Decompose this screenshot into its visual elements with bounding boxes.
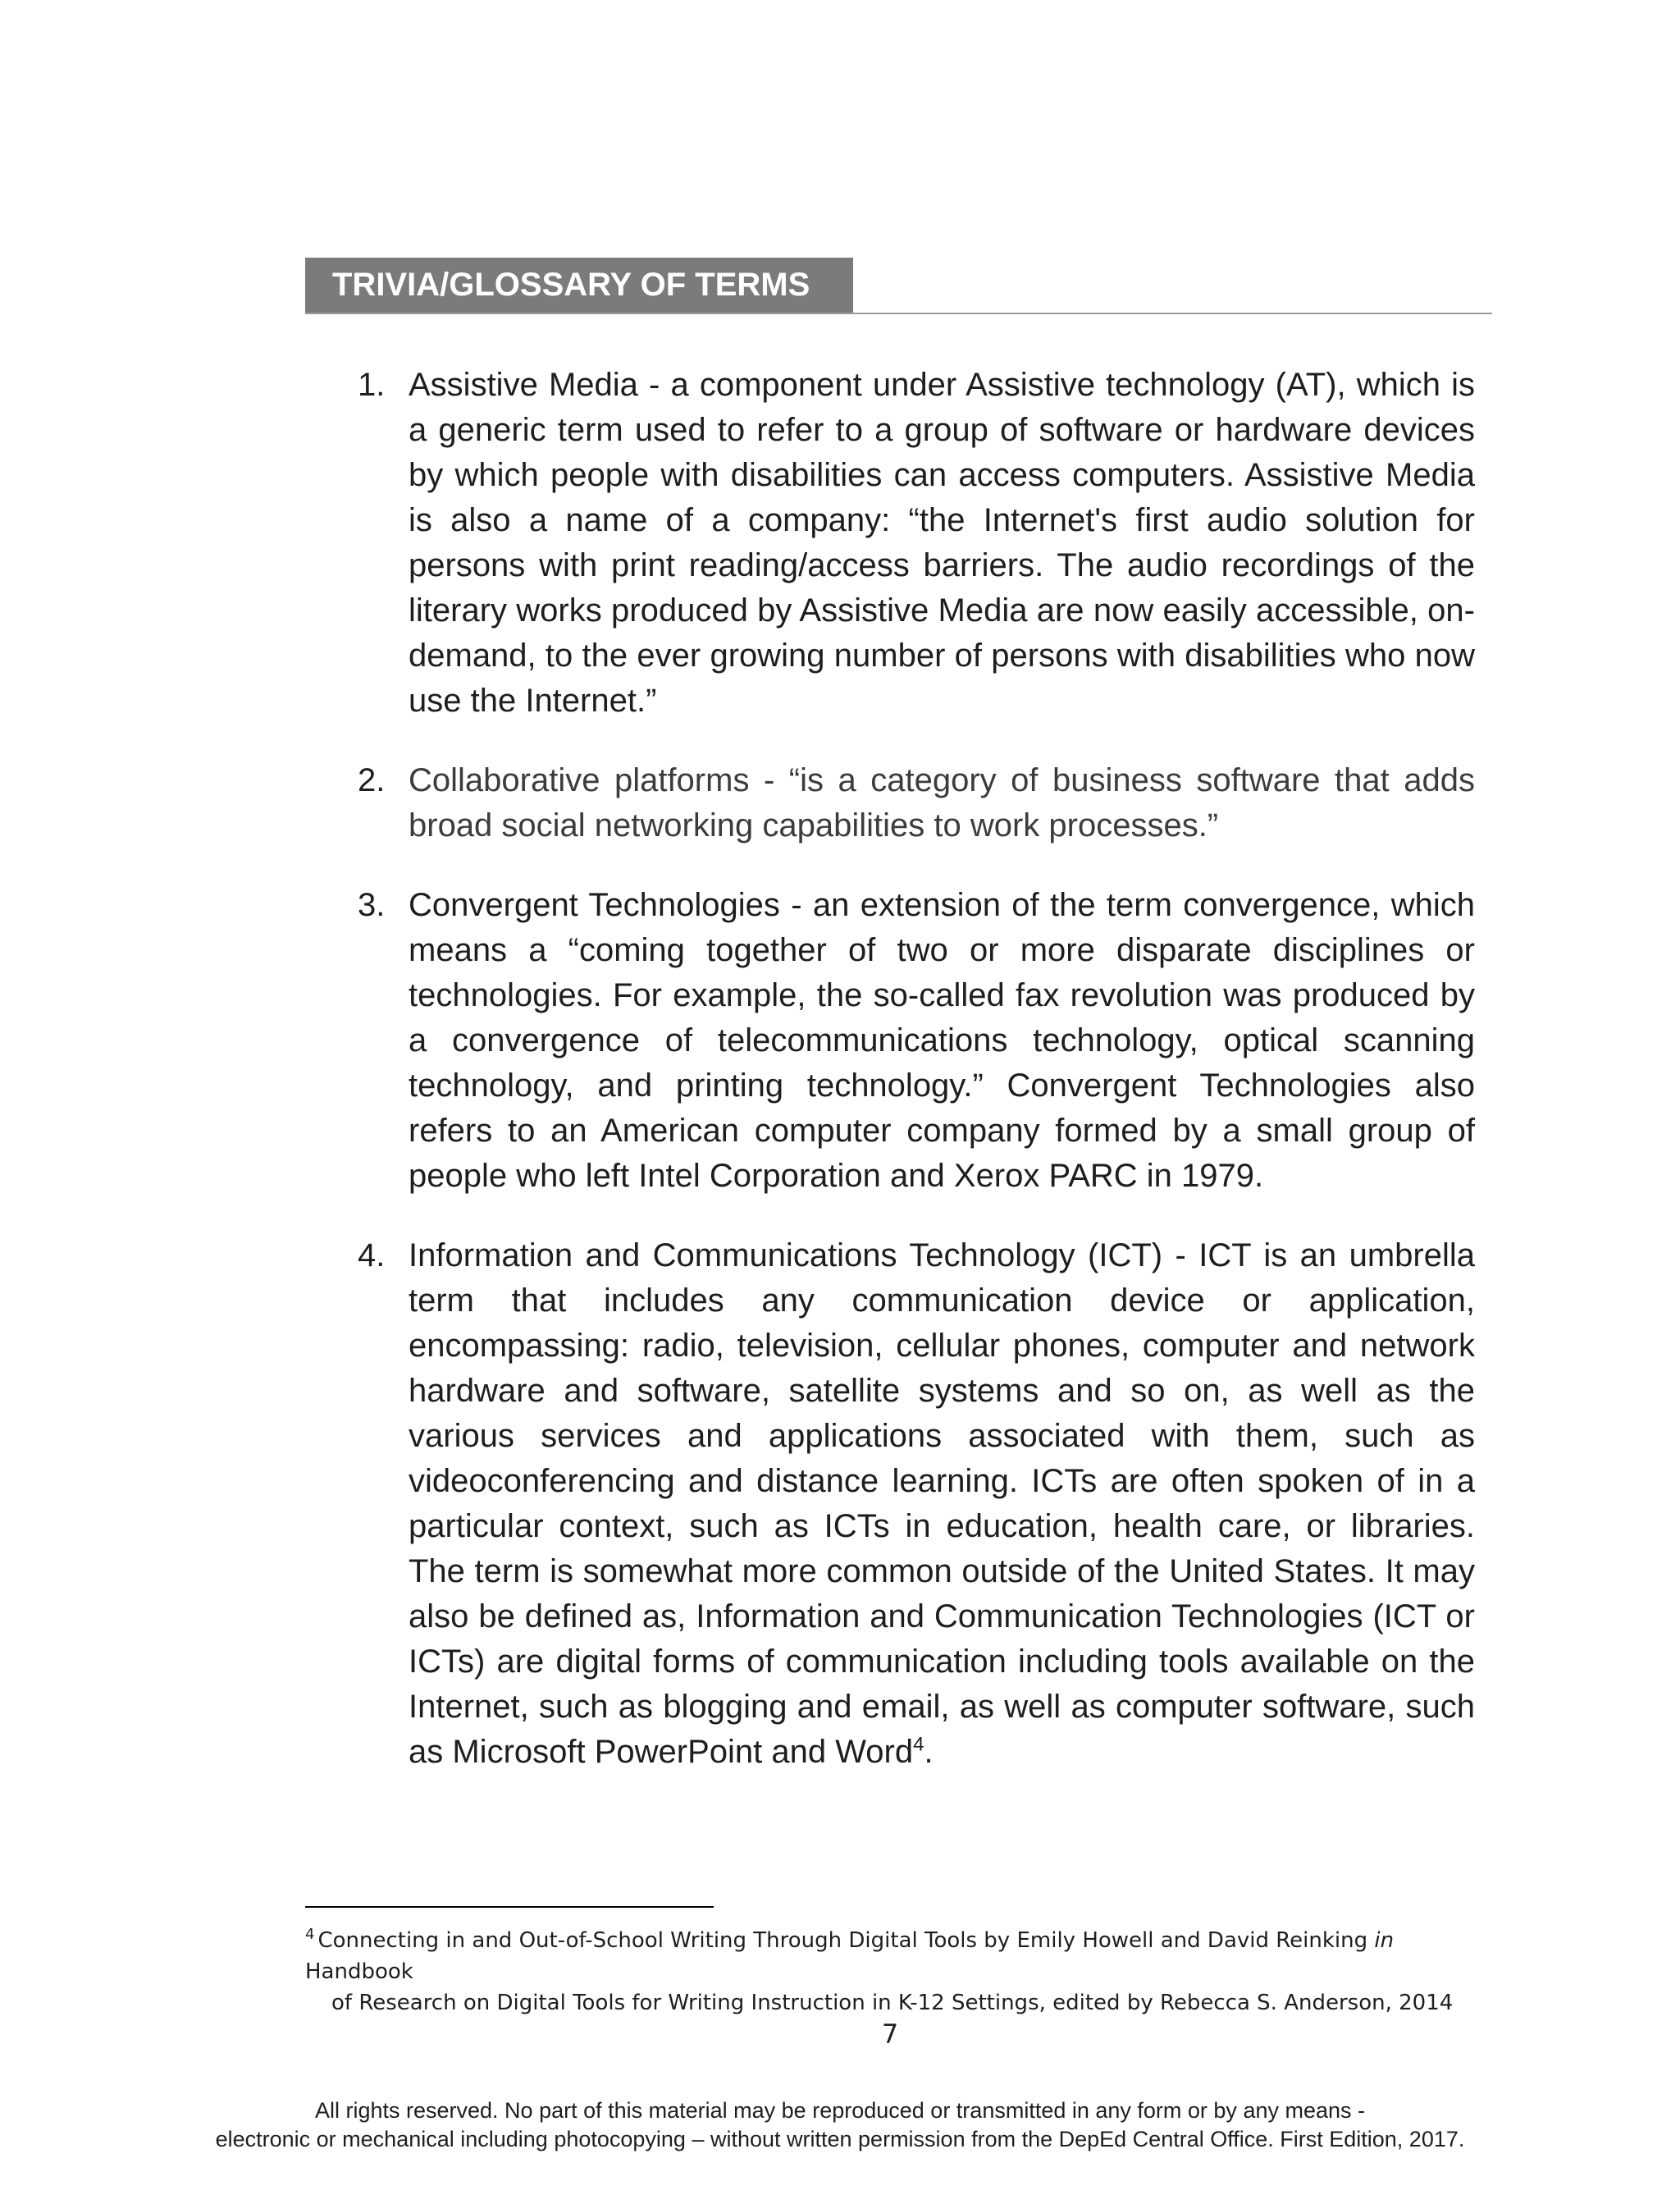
glossary-item-ict [351, 1233, 1475, 1775]
item-number: 1. [358, 367, 386, 403]
footnote-number: 4 [305, 1926, 315, 1944]
glossary-item-assistive-media [351, 363, 1475, 724]
item-number: 2. [358, 762, 386, 798]
item-number: 4. [358, 1237, 386, 1273]
footnote-reference-link[interactable]: 4 [913, 1733, 924, 1756]
section-title: TRIVIA/GLOSSARY OF TERMS [305, 258, 853, 313]
footnote-text-italic: in [1374, 1928, 1395, 1953]
page-number: 7 [881, 2019, 899, 2050]
rights-line-1: All rights reserved. No part of this material may be reproduced or transmitted in any form or by any means - [314, 2098, 1366, 2123]
section-header [305, 258, 1492, 314]
glossary-item-collaborative-platforms [351, 758, 1475, 848]
footnote-text-part2: Handbook [305, 1959, 413, 1984]
glossary-list [351, 363, 1475, 1775]
glossary-item-convergent-technologies [351, 883, 1475, 1199]
footnote [305, 1925, 1495, 2019]
rights-notice [0, 2096, 1680, 2154]
footnote-text-part1: Connecting in and Out-of-School Writing Through Digital Tools by Emily Howell and David Reinking [317, 1928, 1375, 1953]
footnote-divider [305, 1906, 714, 1908]
item-text: Collaborative platforms - “is a category of business software that adds broad social networking capabilities to work processes.” [409, 762, 1475, 844]
item-text-wrapper [409, 1233, 1475, 1775]
item-end-punctuation: . [924, 1734, 934, 1770]
footnote-text-line2: of Research on Digital Tools for Writing Instruction in K-12 Settings, edited by Rebecca S. Anderson, 2014 [331, 1991, 1454, 2015]
item-text: Assistive Media - a component under Assistive technology (AT), which is a generic term used to refer to a group of software or hardware devices by which people with disabilities can access computers. Assistive Media is also a name of a company: “the Internet's first audio solution for persons with print reading/access barriers. The audio recordings of the literary works produced by Assistive Media are now easily accessible, on-demand, to the ever growing number of persons with disabilities who now use the Internet.” [409, 367, 1475, 719]
rights-line-2: electronic or mechanical including photocopying – without written permission from the DepEd Central Office. First Edition, 2017. [215, 2127, 1465, 2151]
item-text: Information and Communications Technology (ICT) - ICT is an umbrella term that includes any communication device or application, encompassing: radio, television, cellular phones, computer and network hardware and software, satellite systems and so on, as well as the various services and applications associated with them, such as videoconferencing and distance learning. ICTs are often spoken of in a particular context, such as ICTs in education, health care, or libraries. The term is somewhat more common outside of the United States. It may also be defined as, Information and Communication Technologies (ICT or ICTs) are digital forms of communication including tools available on the Internet, such as blogging and email, as well as computer software, such as Microsoft PowerPoint and Word [409, 1237, 1475, 1770]
item-text: Convergent Technologies - an extension of the term convergence, which means a “coming together of two or more disparate disciplines or technologies. For example, the so-called fax revolution was produced by a convergence of telecommunications technology, optical scanning technology, and printing technology.” Convergent Technologies also refers to an American computer company formed by a small group of people who left Intel Corporation and Xerox PARC in 1979. [409, 887, 1475, 1194]
item-number: 3. [358, 887, 386, 923]
